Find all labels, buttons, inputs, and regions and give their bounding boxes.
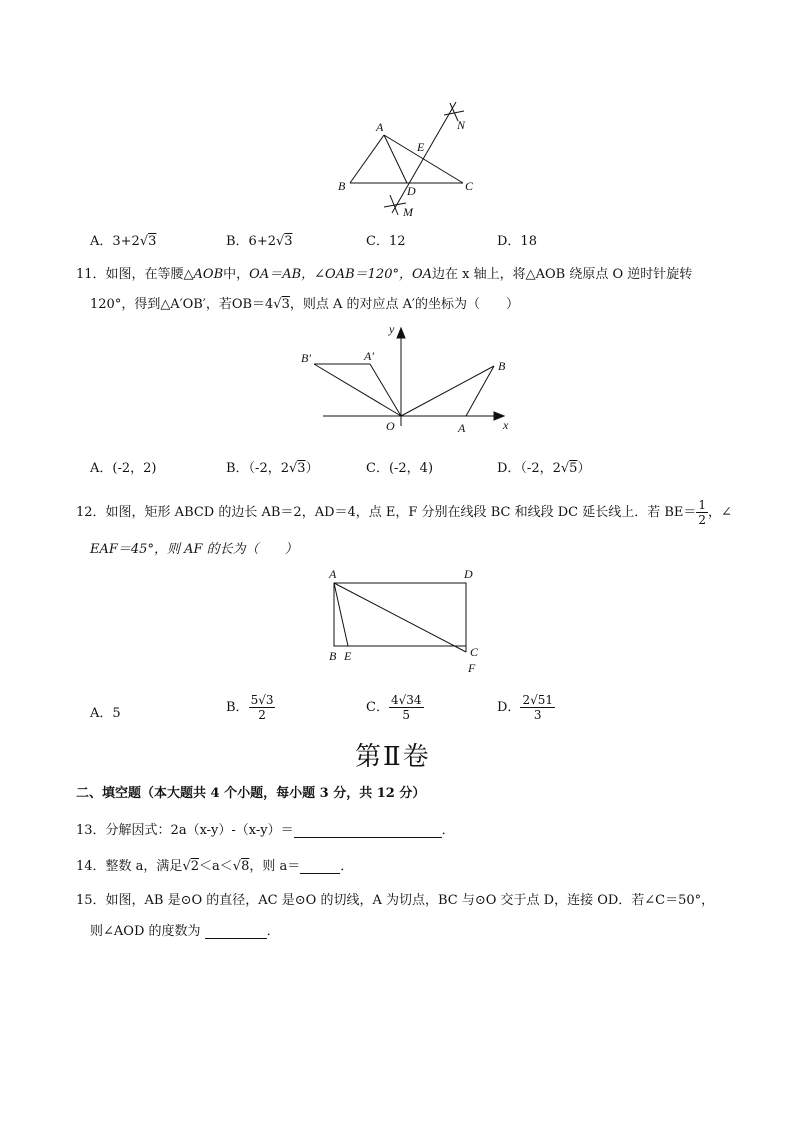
segment-a1o	[370, 364, 401, 416]
q10-label-n: N	[457, 118, 466, 132]
q14-line: 14．整数 a，满足√2＜a＜√8，则 a＝ ．	[76, 859, 354, 874]
q10-option-d: D．18	[497, 234, 537, 249]
q12-label-e: E	[344, 649, 352, 663]
q13-line: 13．分解因式：2a（x-y）-（x-y）＝ ．	[76, 823, 455, 838]
q12-label-d: D	[464, 567, 473, 581]
q10-label-d: D	[407, 184, 416, 198]
q14-answer-blank[interactable]	[300, 861, 340, 874]
q11-line2: 120°，得到△A′OB′，若OB＝4√3，则点 A 的对应点 A′的坐标为（ ）	[90, 297, 520, 312]
q11-figure	[318, 322, 518, 432]
q12-line2: EAF＝45°，则 AF 的长为（ ）	[90, 542, 298, 557]
q10-option-a: A．3+2√3	[90, 234, 157, 249]
q12-label-c: C	[470, 645, 479, 659]
segment-ae	[334, 583, 348, 646]
q15-answer-blank[interactable]	[205, 926, 267, 939]
q11-label-b: B	[498, 359, 506, 373]
q15-line2: 则∠AOD 的度数为 ．	[90, 924, 280, 939]
y-axis-arrow	[397, 328, 405, 338]
q11-option-b: B．（-2，2√3）	[226, 461, 319, 476]
section2-heading: 二、填空题（本大题共 4 个小题，每小题 3 分，共 12 分）	[76, 786, 426, 801]
rectangle-abcd	[334, 583, 466, 646]
q10-option-b: B．6+2√3	[226, 234, 293, 249]
q12-option-c: C． $\frac{4√34}{5}$	[366, 693, 422, 722]
q12-label-f: F	[468, 661, 476, 675]
q12-line1: 12．如图，矩形 ABCD 的边长 AB＝2，AD＝4，点 E，F 分别在线段 BC 和线段 DC 延长线上．若 BE＝ $\frac{1}{2}$ ，∠	[76, 498, 732, 527]
q12-fraction: $\frac{1}{2}$	[698, 498, 707, 527]
q12-option-a: A．5	[90, 706, 121, 721]
q12-label-b: B	[329, 649, 337, 663]
q12-label-a: A	[329, 567, 337, 581]
q11-label-b-prime: B′	[301, 351, 311, 365]
q11-label-y: y	[389, 322, 395, 336]
q10-label-e: E	[417, 140, 425, 154]
q11-label-a: A	[458, 421, 466, 435]
q11-label-o: O	[386, 419, 395, 433]
q11-option-c: C．(-2，4)	[366, 461, 434, 476]
q10-label-m: M	[403, 205, 413, 219]
segment-ab	[350, 135, 384, 183]
q15-line1: 15．如图，AB 是⊙O 的直径，AC 是⊙O 的切线，A 为切点，BC 与⊙O 交于点 D，连接 OD．若∠C＝50°，	[76, 893, 715, 908]
segment-af	[334, 583, 466, 652]
q10-label-c: C	[465, 179, 474, 193]
segment-ob1	[314, 364, 401, 416]
q10-label-a: A	[376, 120, 384, 134]
q11-option-a: A．(-2，2)	[90, 461, 157, 476]
q11-label-a-prime: A′	[364, 349, 374, 363]
section-title: 第Ⅱ卷	[355, 742, 431, 772]
q11-line1: 11．如图，在等腰△AOB中，OA＝AB，∠OAB＝120°，OA边在 x 轴上，将△AOB 绕原点 O 逆时针旋转	[76, 267, 693, 282]
q11-label-x: x	[503, 418, 509, 432]
q10-option-c: C．12	[366, 234, 406, 249]
q11-option-d: D．（-2，2√5）	[497, 461, 591, 476]
q10-label-b: B	[338, 179, 346, 193]
q12-option-b: B． $\frac{5√3}{2}$	[226, 693, 274, 722]
q13-answer-blank[interactable]	[294, 825, 442, 838]
q12-option-d: D． $\frac{2√51}{3}$	[497, 693, 553, 722]
bisector-mn	[392, 102, 456, 213]
